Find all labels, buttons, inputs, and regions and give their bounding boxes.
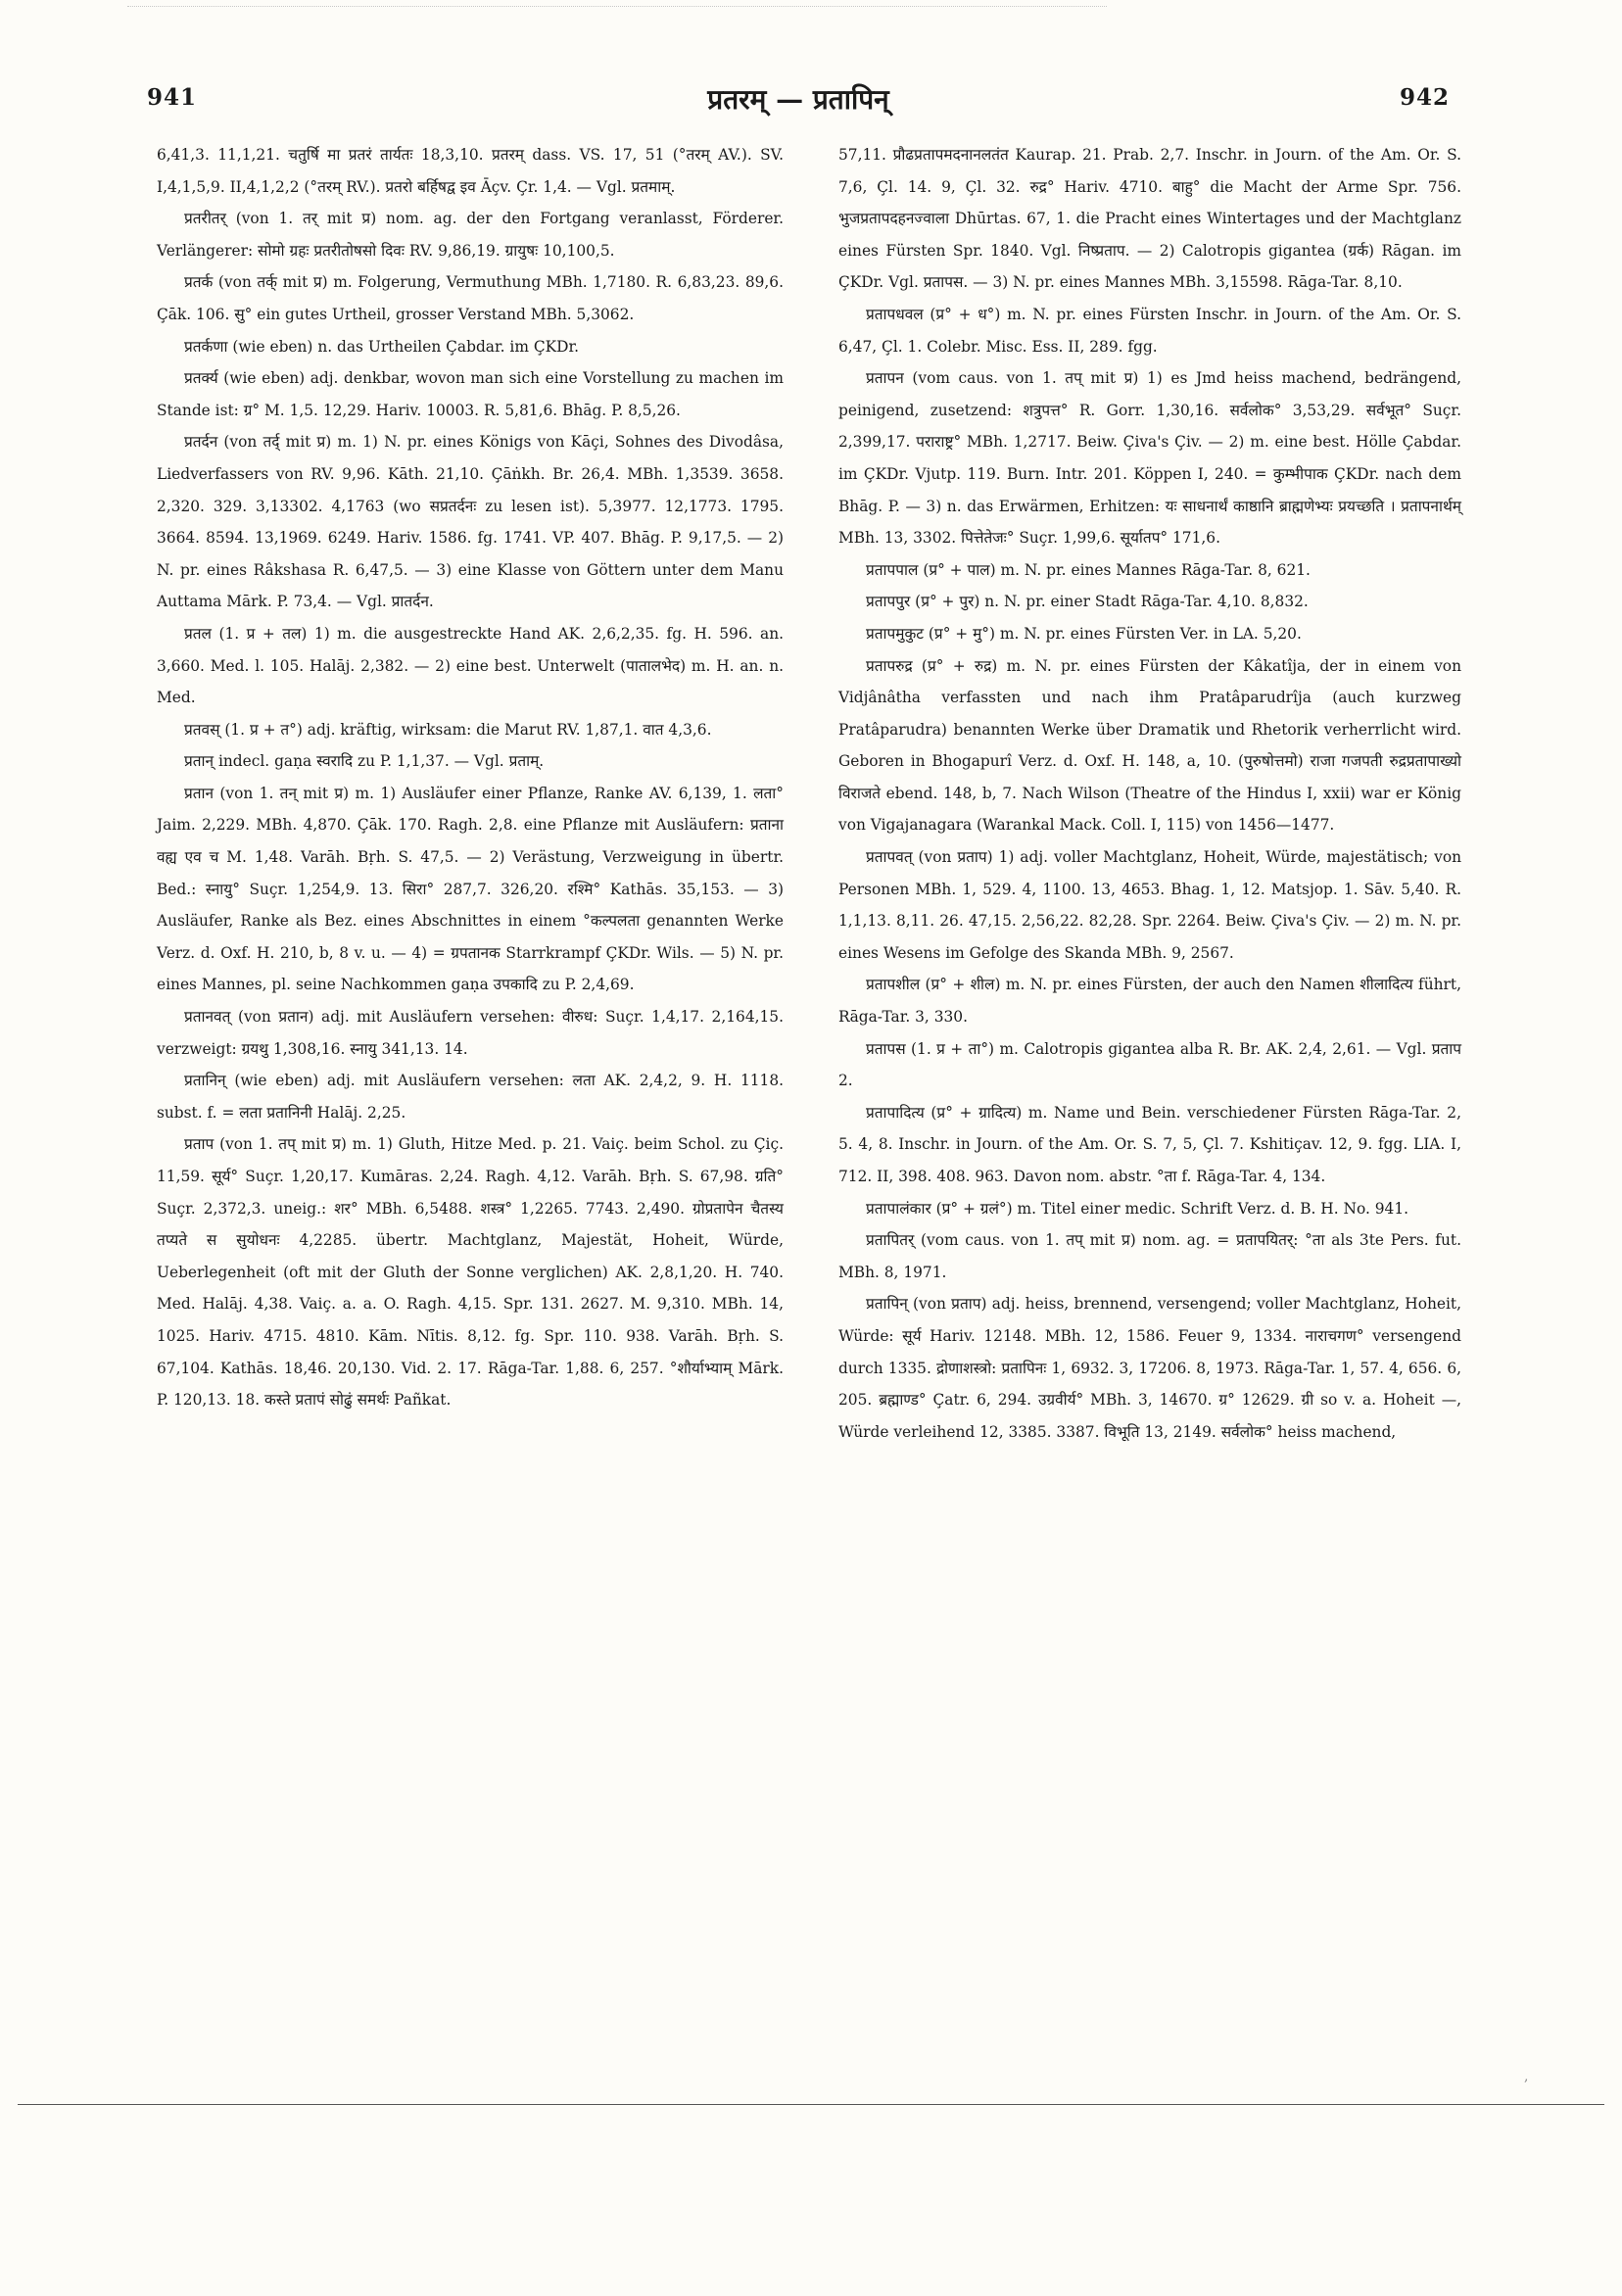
- entry-paragraph: प्रतानिन् (wie eben) adj. mit Ausläufern versehen: लता AK. 2,4,2, 9. H. 1118. subst. f. = लता प्रतानिनी Halāj. 2,25.: [157, 1072, 784, 1122]
- entry-paragraph: प्रतापिन् (von प्रताप) adj. heiss, brennend, versengend; voller Machtglanz, Hoheit, Würde: सूर्य Hariv. 12148. MBh. 12, 1586. Feuer 9, 1334. नाराचगण° versengend durch 1335. द्रोणाशस्त्रो: प्रतापिनः 1, 6932. 3, 17206. 8, 1973. Rāga-Tar. 1, 57. 4, 656. 6, 205. ब्रह्माण्ड° Çatr. 6, 294. उग्रवीर्य° MBh. 3, 14670. ग्र° 12629. ग्री so v. a. Hoheit —, Würde verleihend 12, 3385. 3387. विभूति 13, 2149. सर्वलोक° heiss machend,: [838, 1295, 1461, 1441]
- entry-paragraph: प्रतर्दन (von तर्द् mit प्र) m. 1) N. pr. eines Königs von Kāçi, Sohnes des Divodâsa, Liedverfassers von RV. 9,96. Kāth. 21,10. Çāṅkh. Br. 26,4. MBh. 1,3539. 3658. 2,320. 329. 3,13302. 4,1763 (wo सप्रतर्दनः zu lesen ist). 5,3977. 12,1773. 1795. 3664. 8594. 13,1969. 6249. Hariv. 1586. fg. 1741. VP. 407. Bhāg. P. 9,17,5. — 2) N. pr. eines Râkshasa R. 6,47,5. — 3) eine Klasse von Göttern unter dem Manu Auttama Mārk. P. 73,4. — Vgl. प्रातर्दन.: [157, 433, 784, 611]
- top-edge-rule: [127, 6, 1107, 7]
- entry-paragraph: प्रतापमुकुट (प्र° + मु°) m. N. pr. eines Fürsten Ver. in LA. 5,20.: [866, 624, 1302, 643]
- right-column: [838, 139, 1461, 1448]
- entry-paragraph: प्रतापालंकार (प्र° + ग्रलं°) m. Titel einer medic. Schrift Verz. d. B. H. No. 941.: [866, 1199, 1409, 1218]
- running-head: प्रतरम् — प्रतापिन्: [707, 83, 889, 116]
- entry-paragraph: 57,11. प्रौढप्रतापमदनानलतंत Kaurap. 21. Prab. 2,7. Inschr. in Journ. of the Am. Or. S. 7,6, Çl. 14. 9, Çl. 32. रुद्र° Hariv. 4710. बाहु° die Macht der Arme Spr. 756. भुजप्रतापदहनज्वाला Dhūrtas. 67, 1. die Pracht eines Wintertages und der Machtglanz eines Fürsten Spr. 1840. Vgl. निष्प्रताप. — 2) Calotropis gigantea (ग्रर्क) Rāgan. im ÇKDr. Vgl. प्रतापस. — 3) N. pr. eines Mannes MBh. 3,15598. Rāga-Tar. 8,10.: [838, 146, 1461, 292]
- page-header: [147, 84, 1450, 131]
- entry-paragraph: 6,41,3. 11,1,21. चतुर्षि मा प्रतरं तार्यतः 18,3,10. प्रतरम् dass. VS. 17, 51 (°तरम् AV.). SV. I,4,1,5,9. II,4,1,2,2 (°तरम् RV.). प्रतरो बर्हिषद्व इव Āçv. Çr. 1,4. — Vgl. प्रतमाम्.: [157, 146, 784, 196]
- entry-paragraph: प्रतापादित्य (प्र° + ग्रादित्य) m. Name und Bein. verschiedener Fürsten Rāga-Tar. 2, 5. 4, 8. Inschr. in Journ. of the Am. Or. S. 7, 5, Çl. 7. Kshitiçav. 12, 9. fgg. LIA. I, 712. II, 398. 408. 963. Davon nom. abstr. °ता f. Rāga-Tar. 4, 134.: [838, 1103, 1461, 1185]
- entry-paragraph: प्रतापपुर (प्र° + पुर) n. N. pr. einer Stadt Rāga-Tar. 4,10. 8,832.: [866, 593, 1309, 611]
- entry-paragraph: प्रतापस (1. प्र + ता°) m. Calotropis gigantea alba R. Br. AK. 2,4, 2,61. — Vgl. प्रताप 2.: [838, 1039, 1461, 1090]
- entry-paragraph: प्रतापितर् (vom caus. von 1. तप् mit प्र) nom. ag. = प्रतापयितर्: °ता als 3te Pers. fut. MBh. 8, 1971.: [838, 1231, 1461, 1281]
- left-column: [157, 139, 784, 1416]
- entry-paragraph: प्रतापधवल (प्र° + ध°) m. N. pr. eines Fürsten Inschr. in Journ. of the Am. Or. S. 6,47, Çl. 1. Colebr. Misc. Ess. II, 289. fgg.: [838, 305, 1461, 356]
- left-page-number: 941: [147, 84, 198, 111]
- entry-paragraph: प्रतवस् (1. प्र + त°) adj. kräftig, wirksam: die Marut RV. 1,87,1. वात 4,3,6.: [184, 720, 712, 739]
- entry-paragraph: प्रतापन (vom caus. von 1. तप् mit प्र) 1) es Jmd heiss machend, bedrängend, peinigend, zusetzend: शत्रुपत्त° R. Gorr. 1,30,16. सर्वलोक° 3,53,29. सर्वभूत° Suçr. 2,399,17. पराराष्ट्र° MBh. 1,2717. Beiw. Çiva's Çiv. — 2) m. eine best. Hölle Çabdar. im ÇKDr. Vjutp. 119. Burn. Intr. 201. Köppen I, 240. = कुम्भीपाक ÇKDr. nach dem Bhāg. P. — 3) n. das Erwärmen, Erhitzen: यः साधनार्थं काष्ठानि ब्राह्मणेभ्यः प्रयच्छति । प्रतापनार्थम् MBh. 13, 3302. पित्तेतेजः° Suçr. 1,99,6. सूर्यातप° 171,6.: [838, 369, 1461, 548]
- entry-paragraph: प्रतापशील (प्र° + शील) m. N. pr. eines Fürsten, der auch den Namen शीलादित्य führt, Rāga-Tar. 3, 330.: [838, 976, 1461, 1027]
- entry-paragraph: प्रताप (von 1. तप् mit प्र) m. 1) Gluth, Hitze Med. p. 21. Vaiç. beim Schol. zu Çiç. 11,59. सूर्य° Suçr. 1,20,17. Kumāras. 2,24. Ragh. 4,12. Varāh. Bṛh. S. 67,98. ग्रति° Suçr. 2,372,3. uneig.: शर° MBh. 6,5488. शस्त्र° 1,2265. 7743. 2,490. ग्रोप्रतापेन चैतस्य तप्यते स सुयोधनः 4,2285. übertr. Machtglanz, Majestät, Hoheit, Würde, Ueberlegenheit (oft mit der Gluth der Sonne verglichen) AK. 2,8,1,20. H. 740. Med. Halāj. 4,38. Vaiç. a. a. O. Ragh. 4,15. Spr. 131. 2627. M. 9,310. MBh. 14, 1025. Hariv. 4715. 4810. Kām. Nītis. 8,12. fg. Spr. 110. 938. Varāh. Bṛh. S. 67,104. Kathās. 18,46. 20,130. Vid. 2. 17. Rāga-Tar. 1,88. 6, 257. °शौर्याभ्याम् Mārk. P. 120,13. 18. कस्ते प्रतापं सोढुं समर्थः Pañkat.: [157, 1135, 784, 1410]
- entry-paragraph: प्रतर्क्य (wie eben) adj. denkbar, wovon man sich eine Vorstellung zu machen im Stande ist: ग्र° M. 1,5. 12,29. Hariv. 10003. R. 5,81,6. Bhāg. P. 8,5,26.: [157, 369, 784, 419]
- entry-paragraph: प्रतान् indecl. gaṇa स्वरादि zu P. 1,1,37. — Vgl. प्रताम्.: [184, 752, 545, 771]
- entry-paragraph: प्रतरीतर् (von 1. तर् mit प्र) nom. ag. der den Fortgang veranlasst, Förderer. Verlängerer: सोमो ग्रहः प्रतरीतोषसो दिवः RV. 9,86,19. ग्रायुषः 10,100,5.: [157, 210, 784, 260]
- bottom-rule: [18, 2104, 1604, 2105]
- entry-paragraph: प्रतानवत् (von प्रतान) adj. mit Ausläufern versehen: वीरुध: Suçr. 1,4,17. 2,164,15. verzweigt: ग्रयथु 1,308,16. स्नायु 341,13. 14.: [157, 1008, 784, 1058]
- entry-paragraph: प्रतापवत् (von प्रताप) 1) adj. voller Machtglanz, Hoheit, Würde, majestätisch; von Personen MBh. 1, 529. 4, 1100. 13, 4653. Bhag. 1, 12. Matsjop. 1. Sāv. 5,40. R. 1,1,13. 8,11. 26. 47,15. 2,56,22. 82,28. Spr. 2264. Beiw. Çiva's Çiv. — 2) m. N. pr. eines Wesens im Gefolge des Skanda MBh. 9, 2567.: [838, 848, 1461, 962]
- entry-paragraph: प्रतान (von 1. तन् mit प्र) m. 1) Ausläufer einer Pflanze, Ranke AV. 6,139, 1. लता° Jaim. 2,229. MBh. 4,870. Çāk. 170. Ragh. 2,8. eine Pflanze mit Ausläufern: प्रताना वह्य एव च M. 1,48. Varāh. Bṛh. S. 47,5. — 2) Verästung, Verzweigung in übertr. Bed.: स्नायु° Suçr. 1,254,9. 13. सिरा° 287,7. 326,20. रश्मि° Kathās. 35,153. — 3) Ausläufer, Ranke als Bez. eines Abschnittes in einem °कल्पलता genannten Werke Verz. d. Oxf. H. 210, b, 8 v. u. — 4) = ग्रपतानक Starrkrampf ÇKDr. Wils. — 5) N. pr. eines Mannes, pl. seine Nachkommen gaṇa उपकादि zu P. 2,4,69.: [157, 784, 784, 994]
- entry-paragraph: प्रतर्कणा (wie eben) n. das Urtheilen Çabdar. im ÇKDr.: [184, 337, 580, 356]
- right-page-number: 942: [1399, 84, 1450, 111]
- entry-paragraph: प्रतल (1. प्र + तल) 1) m. die ausgestreckte Hand AK. 2,6,2,35. fg. H. 596. an. 3,660. Med. l. 105. Halāj. 2,382. — 2) eine best. Unterwelt (पातालभेद) m. H. an. n. Med.: [157, 624, 784, 707]
- stray-mark: ,: [1524, 2069, 1529, 2084]
- entry-paragraph: प्रतापरुद्र (प्र° + रुद्र) m. N. pr. eines Fürsten der Kâkatîja, der in einem von Vidjânâtha verfassten und nach ihm Pratâparudrîja (auch kurzweg Pratâparudra) benannten Werke über Dramatik und Rhetorik verherrlicht wird. Geboren in Bhogapurî Verz. d. Oxf. H. 148, a, 10. (पुरुषोत्तमो) राजा गजपती रुद्रप्रतापाख्यो विराजते ebend. 148, b, 7. Nach Wilson (Theatre of the Hindus I, xxii) war er König von Vigajanagara (Warankal Mack. Coll. I, 115) von 1456—1477.: [838, 656, 1461, 835]
- entry-paragraph: प्रतापपाल (प्र° + पाल) m. N. pr. eines Mannes Rāga-Tar. 8, 621.: [866, 560, 1311, 579]
- entry-paragraph: प्रतर्क (von तर्क् mit प्र) m. Folgerung, Vermuthung MBh. 1,7180. R. 6,83,23. 89,6. Çāk. 106. सु° ein gutes Urtheil, grosser Verstand MBh. 5,3062.: [157, 273, 784, 323]
